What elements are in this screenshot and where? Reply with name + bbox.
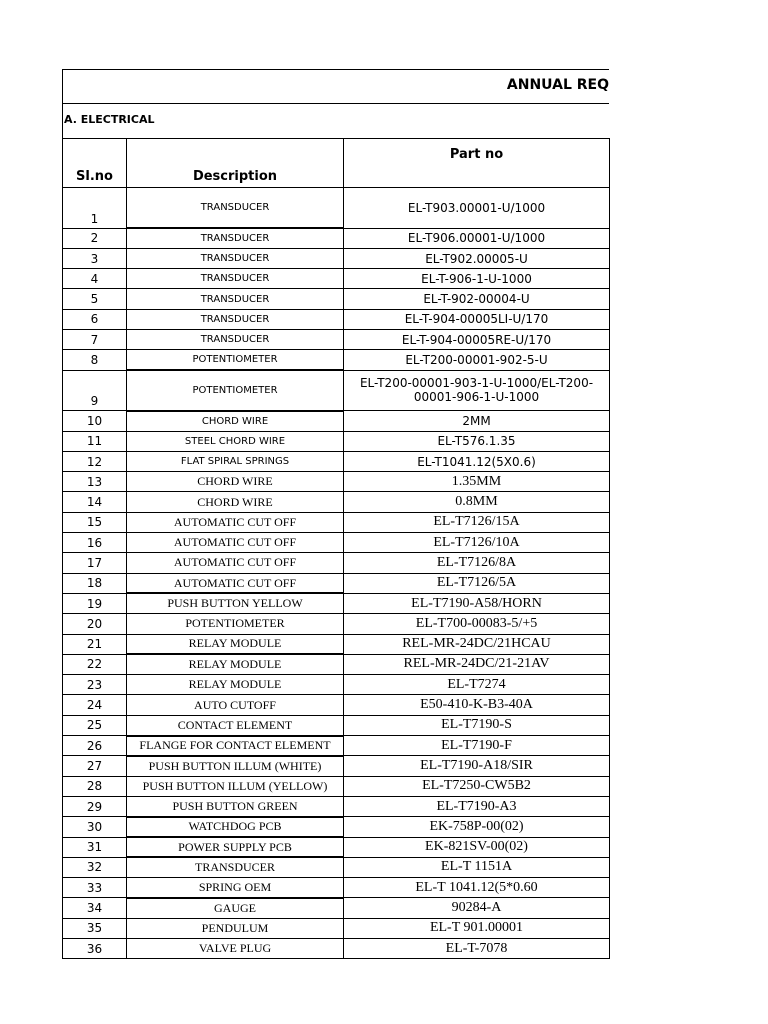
part-no-cell: EL-T7190-A18/SIR [344, 756, 610, 776]
header-description: Description [127, 139, 344, 188]
part-no-cell: 2MM [344, 411, 610, 431]
part-no-cell: 1.35MM [344, 472, 610, 492]
part-no-cell: 90284-A [344, 898, 610, 918]
description-cell: POTENTIOMETER [127, 614, 344, 634]
description-cell: CHORD WIRE [127, 492, 344, 512]
spreadsheet [62, 69, 609, 959]
table-row [63, 289, 610, 309]
description-cell: PUSH BUTTON ILLUM (YELLOW) [127, 776, 344, 796]
description-cell: PENDULUM [127, 918, 344, 938]
part-no-cell: EL-T200-00001-903-1-U-1000/EL-T200-00001-906-1-U-1000 [344, 370, 610, 411]
description-cell: TRANSDUCER [127, 857, 344, 877]
part-no-cell: EL-T7126/5A [344, 573, 610, 593]
part-no-cell: E50-410-K-B3-40A [344, 695, 610, 715]
table-row [63, 451, 610, 471]
section-row [62, 104, 609, 138]
description-cell: TRANSDUCER [127, 188, 344, 229]
description-cell: AUTOMATIC CUT OFF [127, 553, 344, 573]
description-cell: POTENTIOMETER [127, 350, 344, 370]
sl-cell: 27 [63, 756, 127, 776]
part-no-cell: EL-T-7078 [344, 938, 610, 958]
table-row [63, 654, 610, 674]
description-cell: TRANSDUCER [127, 330, 344, 350]
table-row [63, 573, 610, 593]
table-row [63, 350, 610, 370]
sl-cell: 17 [63, 553, 127, 573]
sl-cell: 35 [63, 918, 127, 938]
sl-cell: 25 [63, 715, 127, 735]
description-cell: GAUGE [127, 898, 344, 918]
table-row [63, 918, 610, 938]
sl-cell: 29 [63, 796, 127, 816]
header-part-no: Part no [344, 139, 610, 188]
sl-cell: 3 [63, 248, 127, 268]
table-row [63, 938, 610, 958]
table-row [63, 411, 610, 431]
sl-cell: 24 [63, 695, 127, 715]
description-cell: FLANGE FOR CONTACT ELEMENT [127, 736, 344, 756]
table-row [63, 898, 610, 918]
part-no-cell: REL-MR-24DC/21-21AV [344, 654, 610, 674]
description-cell: AUTOMATIC CUT OFF [127, 533, 344, 553]
description-cell: CONTACT ELEMENT [127, 715, 344, 735]
sl-cell: 6 [63, 309, 127, 329]
part-no-cell: EL-T-902-00004-U [344, 289, 610, 309]
part-no-cell: EL-T200-00001-902-5-U [344, 350, 610, 370]
table-row [63, 431, 610, 451]
part-no-cell: EL-T7190-F [344, 736, 610, 756]
sl-cell: 33 [63, 878, 127, 898]
table-row [63, 715, 610, 735]
part-no-cell: EL-T906.00001-U/1000 [344, 228, 610, 248]
header-sl-no: Sl.no [63, 139, 127, 188]
sl-cell: 5 [63, 289, 127, 309]
description-cell: TRANSDUCER [127, 269, 344, 289]
sl-cell: 34 [63, 898, 127, 918]
sl-cell: 2 [63, 228, 127, 248]
table-row [63, 188, 610, 229]
table-row [63, 837, 610, 857]
table-row [63, 695, 610, 715]
sl-cell: 12 [63, 451, 127, 471]
table-row [63, 736, 610, 756]
sl-cell: 22 [63, 654, 127, 674]
part-no-cell: 0.8MM [344, 492, 610, 512]
sl-cell: 20 [63, 614, 127, 634]
table-row [63, 533, 610, 553]
description-cell: PUSH BUTTON YELLOW [127, 593, 344, 613]
table-row [63, 330, 610, 350]
table-row [63, 309, 610, 329]
sl-cell: 23 [63, 675, 127, 695]
title-row [62, 69, 609, 104]
page-title: ANNUAL REQ [506, 77, 609, 93]
part-no-cell: EL-T-904-00005LI-U/170 [344, 309, 610, 329]
header-row [63, 139, 610, 188]
sl-cell: 7 [63, 330, 127, 350]
description-cell: PUSH BUTTON ILLUM (WHITE) [127, 756, 344, 776]
part-no-cell: EL-T7190-S [344, 715, 610, 735]
sl-cell: 10 [63, 411, 127, 431]
description-cell: TRANSDUCER [127, 289, 344, 309]
table-row [63, 817, 610, 837]
description-cell: AUTOMATIC CUT OFF [127, 573, 344, 593]
description-cell: VALVE PLUG [127, 938, 344, 958]
sl-cell: 28 [63, 776, 127, 796]
sl-cell: 32 [63, 857, 127, 877]
sl-cell: 1 [63, 188, 127, 229]
part-no-cell: EL-T7126/10A [344, 533, 610, 553]
description-cell: CHORD WIRE [127, 472, 344, 492]
description-cell: RELAY MODULE [127, 634, 344, 654]
table-row [63, 614, 610, 634]
description-cell: STEEL CHORD WIRE [127, 431, 344, 451]
part-no-cell: EL-T-904-00005RE-U/170 [344, 330, 610, 350]
table-row [63, 857, 610, 877]
part-no-cell: EL-T903.00001-U/1000 [344, 188, 610, 229]
table-body [63, 188, 610, 959]
part-no-cell: EL-T576.1.35 [344, 431, 610, 451]
part-no-cell: EL-T7190-A58/HORN [344, 593, 610, 613]
table-row [63, 634, 610, 654]
table-row [63, 878, 610, 898]
table-row [63, 228, 610, 248]
parts-table [62, 138, 610, 959]
part-no-cell: EL-T 1041.12(5*0.60 [344, 878, 610, 898]
table-row [63, 593, 610, 613]
description-cell: POWER SUPPLY PCB [127, 837, 344, 857]
part-no-cell: EL-T7126/15A [344, 512, 610, 532]
table-row [63, 512, 610, 532]
part-no-cell: EL-T902.00005-U [344, 248, 610, 268]
sl-cell: 18 [63, 573, 127, 593]
sl-cell: 9 [63, 370, 127, 411]
table-row [63, 756, 610, 776]
description-cell: TRANSDUCER [127, 228, 344, 248]
description-cell: AUTOMATIC CUT OFF [127, 512, 344, 532]
description-cell: FLAT SPIRAL SPRINGS [127, 451, 344, 471]
part-no-cell: EL-T7126/8A [344, 553, 610, 573]
sl-cell: 8 [63, 350, 127, 370]
part-no-cell: REL-MR-24DC/21HCAU [344, 634, 610, 654]
part-no-cell: EL-T1041.12(5X0.6) [344, 451, 610, 471]
description-cell: POTENTIOMETER [127, 370, 344, 411]
table-row [63, 675, 610, 695]
table-row [63, 248, 610, 268]
section-heading: A. ELECTRICAL [64, 113, 155, 126]
part-no-cell: EL-T-906-1-U-1000 [344, 269, 610, 289]
table-row [63, 472, 610, 492]
description-cell: SPRING OEM [127, 878, 344, 898]
part-no-cell: EL-T7274 [344, 675, 610, 695]
table-row [63, 370, 610, 411]
description-cell: PUSH BUTTON GREEN [127, 796, 344, 816]
part-no-cell: EL-T7250-CW5B2 [344, 776, 610, 796]
part-no-cell: EL-T700-00083-5/+5 [344, 614, 610, 634]
table-row [63, 553, 610, 573]
sl-cell: 31 [63, 837, 127, 857]
table-row [63, 776, 610, 796]
table-row [63, 492, 610, 512]
description-cell: AUTO CUTOFF [127, 695, 344, 715]
sl-cell: 15 [63, 512, 127, 532]
description-cell: CHORD WIRE [127, 411, 344, 431]
sl-cell: 14 [63, 492, 127, 512]
sl-cell: 13 [63, 472, 127, 492]
sl-cell: 26 [63, 736, 127, 756]
sl-cell: 11 [63, 431, 127, 451]
table-row [63, 269, 610, 289]
part-no-cell: EL-T 901.00001 [344, 918, 610, 938]
sl-cell: 16 [63, 533, 127, 553]
description-cell: RELAY MODULE [127, 675, 344, 695]
part-no-cell: EL-T7190-A3 [344, 796, 610, 816]
table-row [63, 796, 610, 816]
description-cell: TRANSDUCER [127, 248, 344, 268]
description-cell: RELAY MODULE [127, 654, 344, 674]
sl-cell: 21 [63, 634, 127, 654]
part-no-cell: EL-T 1151A [344, 857, 610, 877]
part-no-cell: EK-758P-00(02) [344, 817, 610, 837]
sl-cell: 19 [63, 593, 127, 613]
sl-cell: 36 [63, 938, 127, 958]
sl-cell: 4 [63, 269, 127, 289]
part-no-cell: EK-821SV-00(02) [344, 837, 610, 857]
description-cell: TRANSDUCER [127, 309, 344, 329]
description-cell: WATCHDOG PCB [127, 817, 344, 837]
sl-cell: 30 [63, 817, 127, 837]
